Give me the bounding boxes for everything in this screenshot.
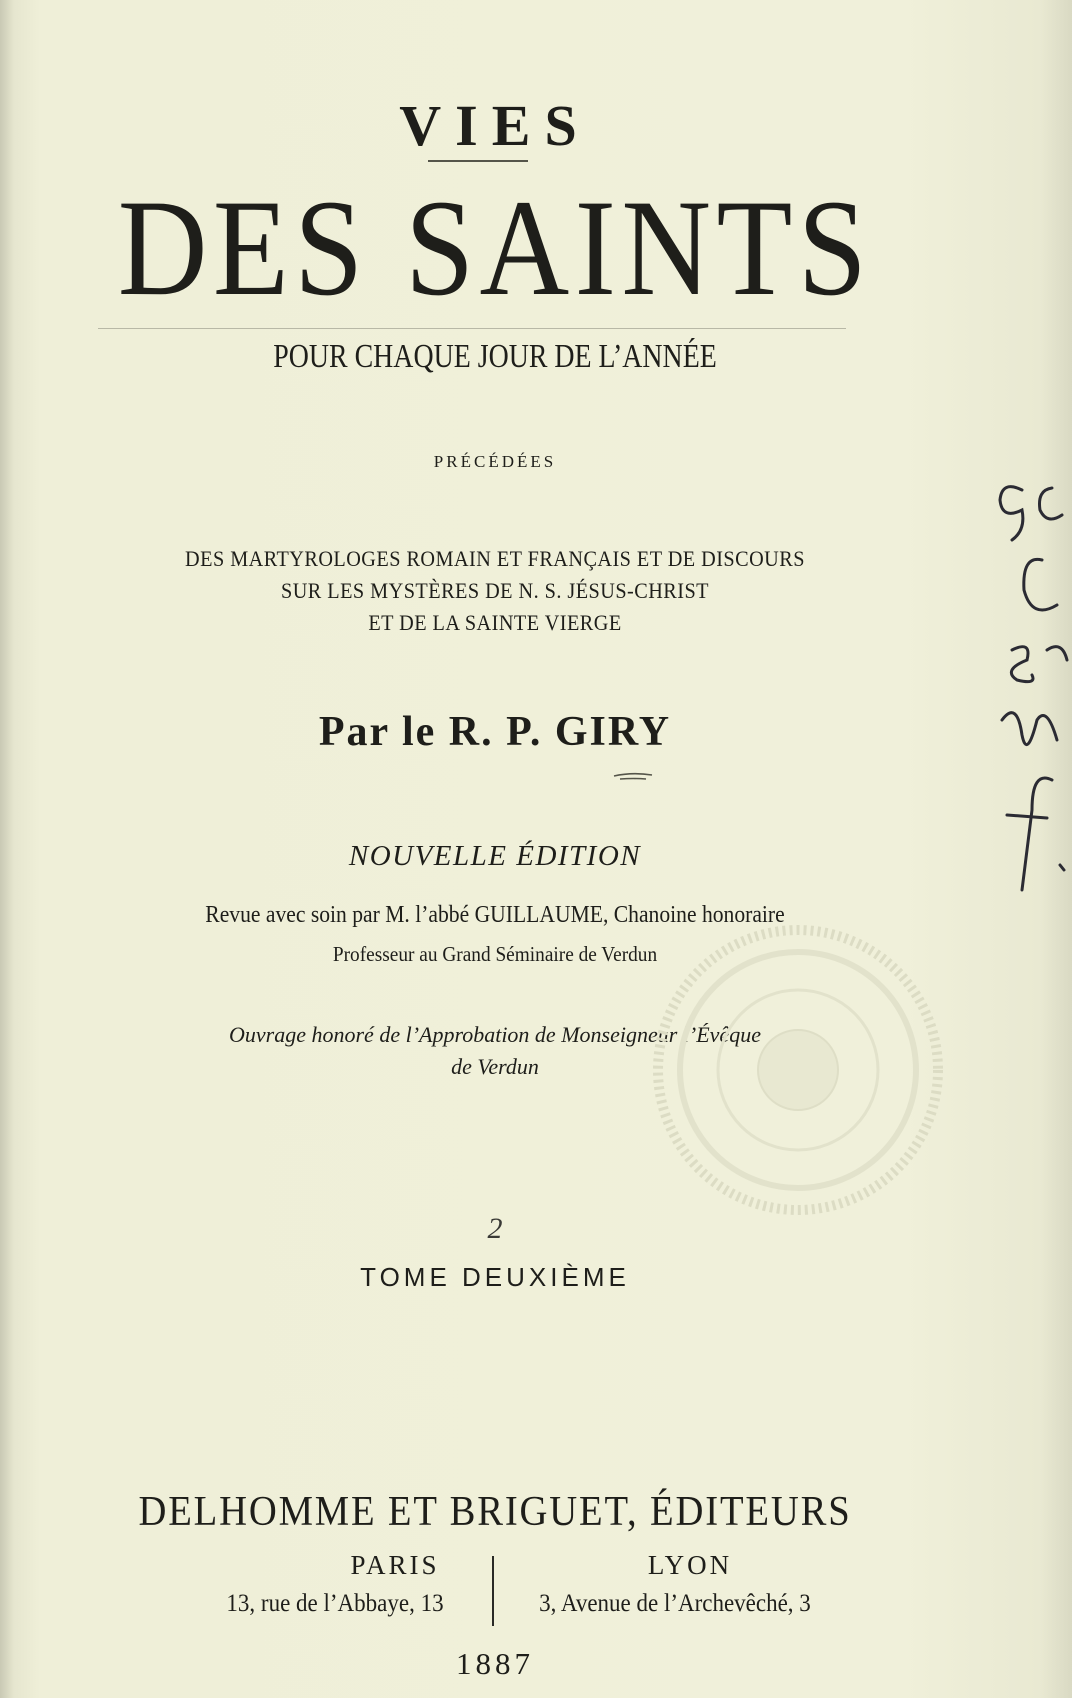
edition-label: NOUVELLE ÉDITION	[348, 840, 642, 872]
description-line-1: DES MARTYROLOGES ROMAIN ET FRANÇAIS ET DE DISCOURS	[185, 546, 805, 571]
pencil-mark-icon	[612, 768, 656, 782]
approbation-line-1: Ouvrage honoré de l’Approbation de Monseigneur l’Évêque	[229, 1022, 761, 1047]
title-vies: VIES	[399, 93, 591, 158]
publisher: DELHOMME ET BRIGUET, ÉDITEURS	[138, 1489, 852, 1535]
approbation-line-2: de Verdun	[451, 1054, 539, 1079]
professor-credit: Professeur au Grand Séminaire de Verdun	[332, 942, 658, 966]
description-line-2: SUR LES MYSTÈRES DE N. S. JÉSUS-CHRIST	[281, 578, 709, 603]
precedees-label: PRÉCÉDÉES	[433, 452, 557, 471]
title-rule	[98, 328, 846, 329]
paris-address: 13, rue de l’Abbaye, 13	[226, 1590, 444, 1617]
paris-city: PARIS	[350, 1550, 440, 1580]
volume-label: TOME DEUXIÈME	[360, 1262, 630, 1292]
description-line-3: ET DE LA SAINTE VIERGE	[368, 610, 622, 635]
subtitle: POUR CHAQUE JOUR DE L’ANNÉE	[273, 338, 717, 375]
short-rule	[428, 160, 528, 162]
handwritten-volume-number: 2	[487, 1212, 503, 1245]
embossed-seal-icon	[648, 920, 948, 1220]
lyon-city: LYON	[647, 1550, 733, 1580]
lyon-address: 3, Avenue de l’Archevêché, 3	[539, 1590, 811, 1617]
revision-credit: Revue avec soin par M. l’abbé GUILLAUME, Chanoine honoraire	[205, 902, 785, 928]
main-title: DES SAINTS	[117, 171, 873, 324]
author: Par le R. P. GIRY	[318, 709, 672, 755]
address-divider	[492, 1556, 494, 1626]
handwritten-shelfmark-icon	[992, 470, 1072, 990]
publication-year: 1887	[456, 1646, 534, 1681]
